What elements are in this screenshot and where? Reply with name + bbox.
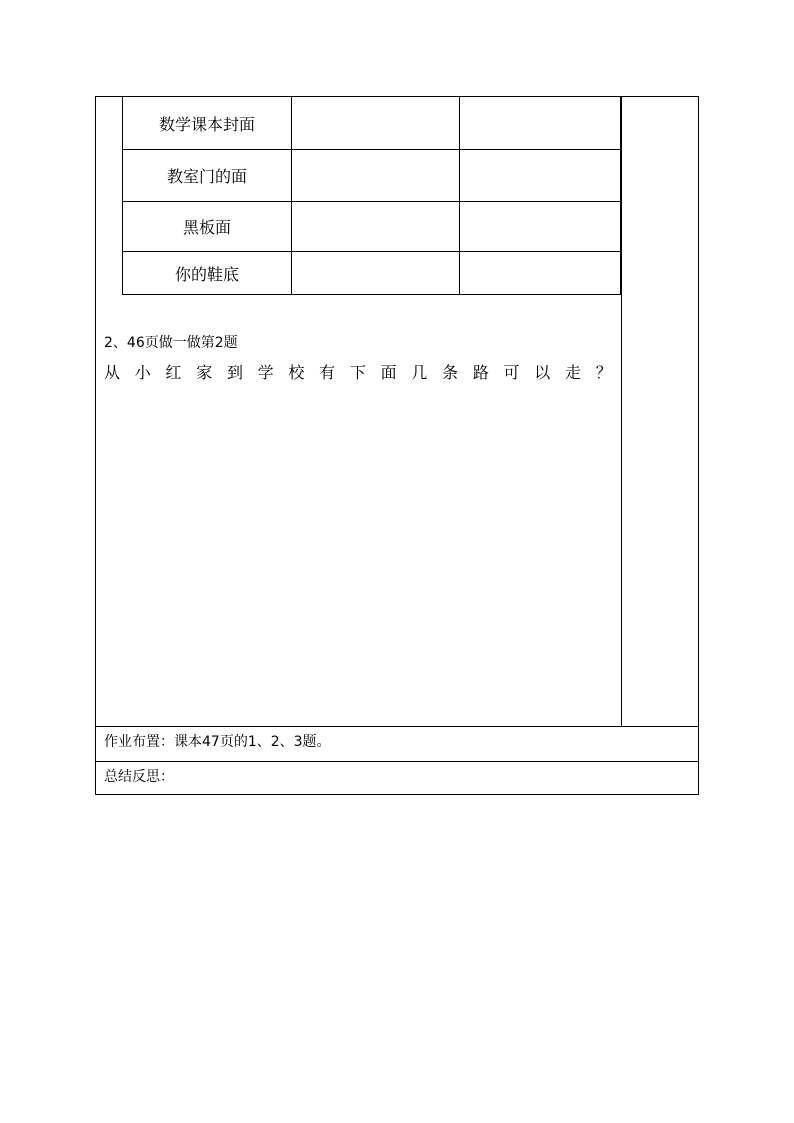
surface-label: 教室门的面 bbox=[123, 150, 292, 202]
row-divider bbox=[96, 761, 698, 762]
lesson-plan-table bbox=[95, 96, 699, 795]
answer-cell[interactable] bbox=[292, 202, 460, 252]
answer-cell[interactable] bbox=[460, 97, 621, 150]
surface-comparison-table bbox=[122, 96, 621, 295]
question-2-title: 2、46页做一做第2题 bbox=[104, 335, 238, 351]
question-char: 到 bbox=[226, 363, 243, 382]
question-char: 学 bbox=[257, 363, 274, 382]
question-char: 面 bbox=[380, 363, 397, 382]
row-divider bbox=[96, 726, 698, 727]
question-char: 从 bbox=[104, 363, 121, 382]
surface-label: 黑板面 bbox=[123, 202, 292, 252]
reflection-label: 总结反思： bbox=[104, 769, 174, 785]
question-char: 走 bbox=[565, 363, 582, 382]
answer-cell[interactable] bbox=[460, 202, 621, 252]
question-char: 路 bbox=[472, 363, 489, 382]
question-char: ？ bbox=[595, 363, 612, 382]
answer-cell[interactable] bbox=[292, 97, 460, 150]
surface-label: 数学课本封面 bbox=[123, 97, 292, 150]
answer-cell[interactable] bbox=[460, 150, 621, 202]
activity-cell bbox=[96, 97, 622, 726]
table-row bbox=[123, 202, 621, 252]
question-char: 以 bbox=[534, 363, 551, 382]
table-row bbox=[123, 150, 621, 202]
question-2-text bbox=[104, 360, 612, 383]
table-row bbox=[123, 252, 621, 295]
question-char: 有 bbox=[319, 363, 336, 382]
question-char: 小 bbox=[134, 363, 151, 382]
table-row bbox=[123, 97, 621, 150]
question-char: 红 bbox=[165, 363, 182, 382]
question-char: 几 bbox=[411, 363, 428, 382]
question-char: 条 bbox=[442, 363, 459, 382]
question-char: 家 bbox=[196, 363, 213, 382]
answer-cell[interactable] bbox=[292, 252, 460, 295]
question-char: 校 bbox=[288, 363, 305, 382]
question-char: 可 bbox=[503, 363, 520, 382]
answer-cell[interactable] bbox=[460, 252, 621, 295]
question-char: 下 bbox=[349, 363, 366, 382]
homework-assignment: 作业布置：课本47页的1、2、3题。 bbox=[104, 734, 331, 750]
surface-label: 你的鞋底 bbox=[123, 252, 292, 295]
answer-cell[interactable] bbox=[292, 150, 460, 202]
